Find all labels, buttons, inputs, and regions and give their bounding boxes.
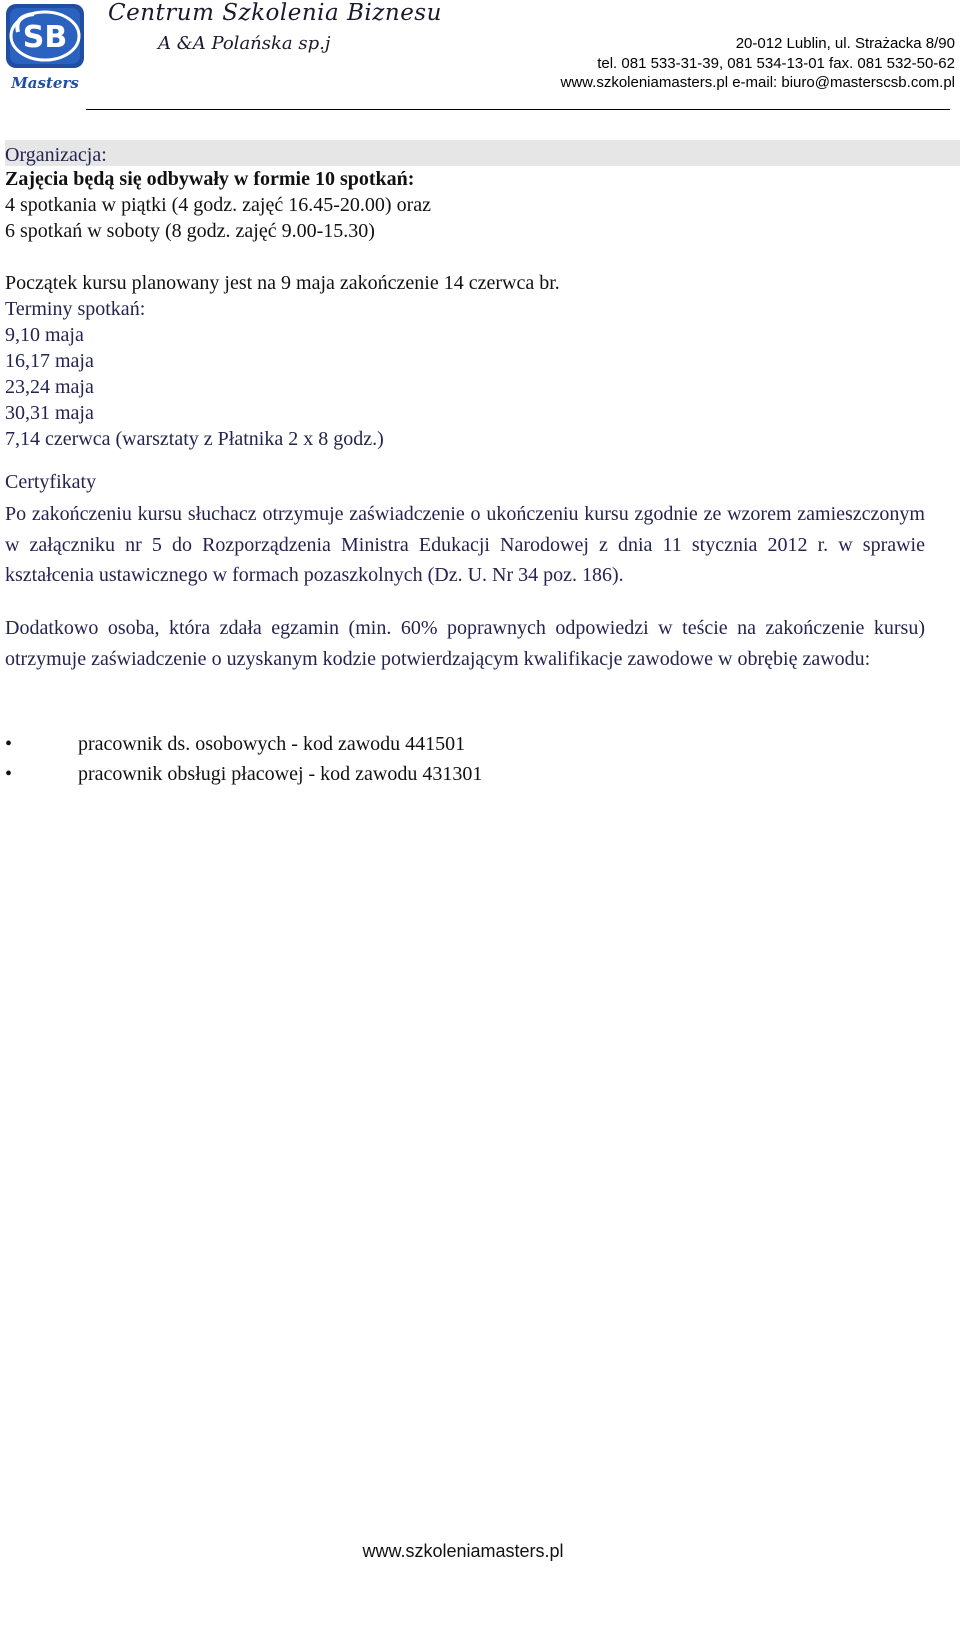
brand-title: Centrum Szkolenia Biznesu [108, 0, 442, 26]
organizacja-section [5, 140, 960, 452]
phones: tel. 081 533-31-39, 081 534-13-01 fax. 081 532-50-62 [597, 54, 955, 72]
svg-text:Masters: Masters [11, 74, 79, 92]
term-item: 16,17 maja [5, 350, 94, 372]
svg-text:SB: SB [22, 20, 68, 55]
web-email: www.szkoleniamasters.pl e-mail: biuro@masterscsb.com.pl [560, 74, 955, 91]
bullet-icon: • [5, 733, 13, 755]
schedule-line-2: 6 spotkań w soboty (8 godz. zajęć 9.00-15.30) [5, 220, 375, 242]
organizacja-heading: Organizacja: [5, 140, 960, 166]
address: 20-012 Lublin, ul. Strażacka 8/90 [735, 35, 955, 52]
term-item: 9,10 maja [5, 324, 84, 346]
term-item: 30,31 maja [5, 402, 94, 424]
list-item-text: pracownik obsługi płacowej - kod zawodu 431301 [78, 763, 483, 785]
footer-url: www.szkoleniamasters.pl [362, 1541, 564, 1561]
term-item: 7,14 czerwca (warsztaty z Płatnika 2 x 8 godz.) [5, 428, 384, 450]
start-line: Początek kursu planowany jest na 9 maja zakończenie 14 czerwca br. [5, 272, 560, 294]
csb-masters-logo [4, 2, 88, 94]
term-item: 23,24 maja [5, 376, 94, 398]
bullet-icon: • [5, 763, 13, 785]
brand-subtitle: A &A Polańska sp.j [158, 33, 331, 54]
certyfikaty-heading: Certyfikaty [5, 471, 97, 493]
certyfikaty-paragraph-1: Po zakończeniu kursu słuchacz otrzymuje zaświadczenie o ukończeniu kursu zgodnie ze wzorem zamieszczonym w załączniku nr 5 do Rozporządzenia Ministra Edukacji Narodowej z dnia 11 stycznia 2012 r. w sprawie kształcenia ustawicznego w formach pozaszkolnych (Dz. U. Nr 34 poz. 186). [5, 503, 925, 586]
list-item-text: pracownik ds. osobowych - kod zawodu 441501 [78, 733, 466, 755]
contact-block [560, 34, 955, 93]
terms-heading: Terminy spotkań: [5, 298, 146, 320]
schedule-heading: Zajęcia będą się odbywały w formie 10 spotkań: [5, 168, 415, 190]
schedule-line-1: 4 spotkania w piątki (4 godz. zajęć 16.45-20.00) oraz [5, 194, 431, 216]
certyfikaty-paragraph-2: Dodatkowo osoba, która zdała egzamin (min. 60% poprawnych odpowiedzi w teście na zakończenie kursu) otrzymuje zaświadczenie o uzyskanym kodzie potwierdzającym kwalifikacje zawodowe w obrębię zawodu: [5, 617, 925, 670]
page-header [0, 0, 960, 112]
header-divider [86, 109, 950, 110]
spacer [5, 244, 960, 270]
